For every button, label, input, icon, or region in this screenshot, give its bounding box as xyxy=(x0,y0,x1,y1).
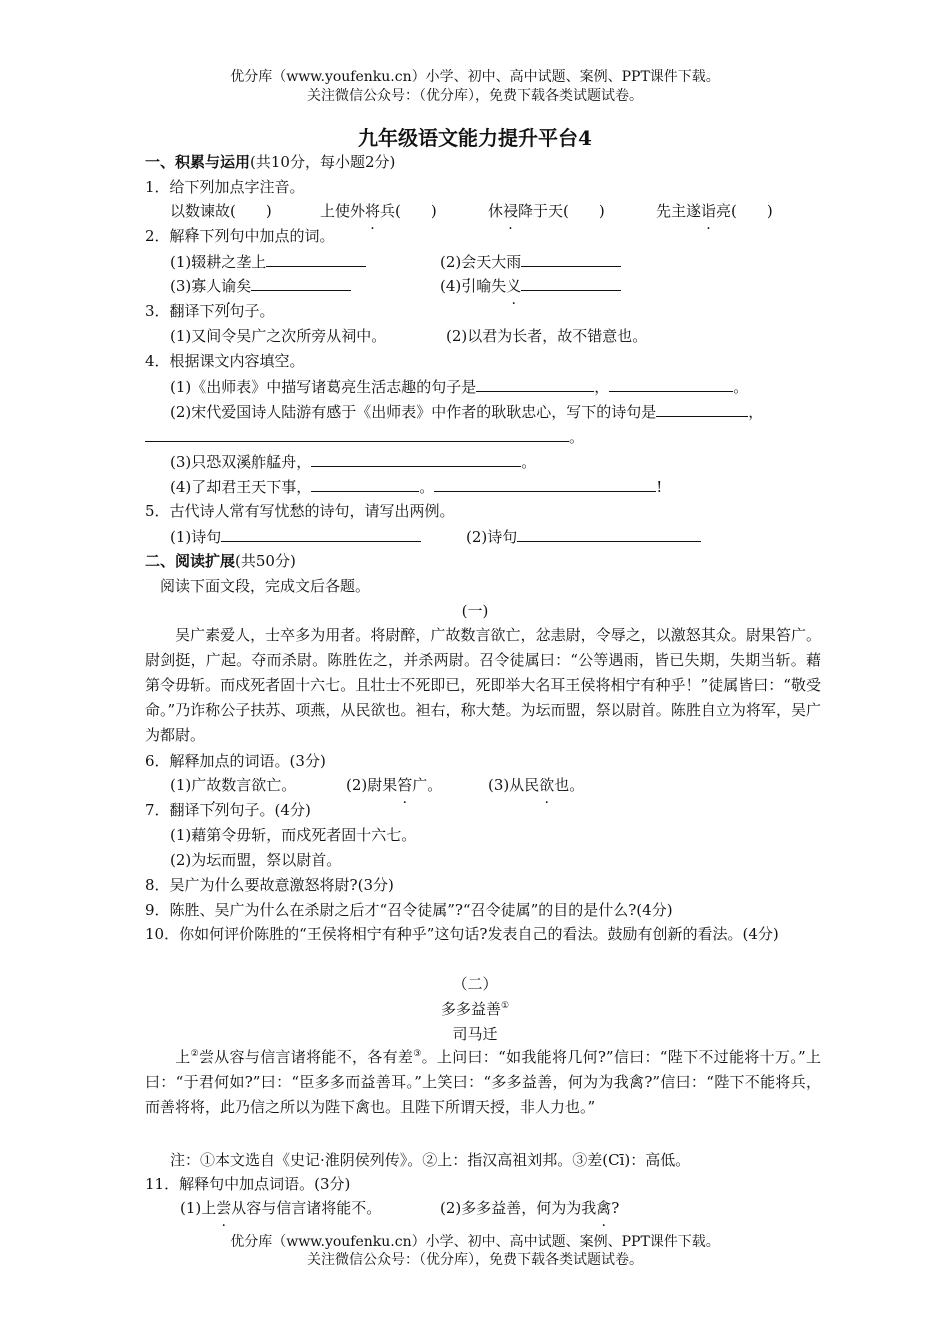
q4-line-1: (1)《出师表》中描写诸葛亮生活志趣的句子是 ， 。 xyxy=(170,378,749,396)
footnote-marker-3: ③ xyxy=(413,1049,422,1059)
q7-item-1: (1)藉第令毋斩，而戍死者固十六七。 xyxy=(170,826,417,844)
q2-item-3: (3)寡人谕矣 xyxy=(170,275,351,296)
q4-line-2: (2)宋代爱国诗人陆游有感于《出师表》中作者的耿耿忠心，写下的诗句是 ， xyxy=(170,403,764,421)
q3-prompt: 3．翻译下列句子。 xyxy=(145,302,275,320)
q4-line-3-text: (3)只恐双溪舴艋舟， xyxy=(170,453,312,471)
section1-title: 一、积累与运用 xyxy=(145,153,251,171)
q5-item-2-text: (2)诗句 xyxy=(466,528,518,546)
q11-item-2: (2)多多益善，何为为我禽? xyxy=(440,1199,620,1217)
section1-score: (共10分，每小题2分) xyxy=(250,153,396,171)
passage2-author: 司马迁 xyxy=(452,1025,498,1043)
q2-item-2: (2)会天大雨 xyxy=(440,251,621,272)
passage2-body-b: 尝从容与信言诸将能不，各有差 xyxy=(198,1048,414,1066)
q6-item-3: (3)从民欲也。 xyxy=(488,776,585,794)
q1-item-4: 先主遂诣亮( ) xyxy=(656,202,773,220)
q5-item-1-text: (1)诗句 xyxy=(170,528,222,546)
passage2-title-text: 多多益善 xyxy=(440,1000,501,1018)
q11-item-1: (1)上尝从容与信言诸将能不。 xyxy=(180,1199,382,1217)
q1-item-1: 以数谏故( ) xyxy=(170,202,272,220)
section2-heading xyxy=(145,551,296,571)
q6-prompt: 6．解释加点的词语。(3分) xyxy=(145,752,326,770)
q2-item-4: (4)引喻失义 xyxy=(440,275,621,296)
q4-line-4-text: (4)了却君王天下事， xyxy=(170,478,312,496)
q4-prompt: 4．根据课文内容填空。 xyxy=(145,352,305,370)
passage1-body: 吴广素爱人，士卒多为用者。将尉醉，广故数言欲亡，忿恚尉，令辱之，以激怒其众。尉果笞广。尉剑挺，广起。夺而杀尉。陈胜佐之，并杀两尉。召令徒属曰：“公等遇雨，皆已失期，失期当斩。藉第令毋斩。而戍死者固十六七。且壮士不死即已，死即举大名耳王侯将相宁有种乎！”徒属皆曰：“敬受命。”乃诈称公子扶苏、项燕，从民欲也。袒右，称大楚。为坛而盟，祭以尉首。陈胜自立为将军，吴广为都尉。 xyxy=(145,626,821,744)
header-line-1: 优分库（www.youfenku.cn）小学、初中、高中试题、案例、PPT课件下载。 xyxy=(230,69,720,85)
section1-heading xyxy=(145,152,395,172)
q7-prompt: 7．翻译下列句子。(4分) xyxy=(145,801,311,819)
footnote-marker-2: ② xyxy=(190,1049,199,1059)
passage2-body-c: 。上问曰：“如我能将几何?”信曰：“陛下不过能将十万。”上曰：“于君何如?”曰：“臣多多而益善耳。”上笑曰：“多多益善，何为为我禽?”信曰：“陛下不能将兵，而善将将，此乃信之所以为陛下禽也。且陛下所谓天授，非人力也。” xyxy=(145,1048,821,1116)
q3-item-1: (1)又间令吴广之次所旁从祠中。 xyxy=(170,327,387,345)
q5-item-2 xyxy=(466,526,701,547)
q4-line-3: (3)只恐双溪舴艋舟， 。 xyxy=(170,453,537,471)
q4-line-2-cont: 。 xyxy=(145,426,584,447)
q4-line-2-text: (2)宋代爱国诗人陆游有感于《出师表》中作者的耿耿忠心，写下的诗句是 xyxy=(170,403,657,421)
section2-title: 二、阅读扩展 xyxy=(145,552,236,570)
q1-item-2: 上使外将兵( ) xyxy=(320,202,437,220)
footer-line-2: 关注微信公众号：（优分库），免费下载各类试题试卷。 xyxy=(307,1252,643,1268)
q5-item-1 xyxy=(170,526,421,547)
header-line-2: 关注微信公众号：（优分库），免费下载各类试题试卷。 xyxy=(307,88,643,104)
q4-line-1-text: (1)《出师表》中描写诸葛亮生活志趣的句子是 xyxy=(170,378,477,396)
passage2-notes: 注：①本文选自《史记·淮阴侯列传》。②上：指汉高祖刘邦。③差(Cī)：高低。 xyxy=(170,1151,691,1169)
q3-item-2: (2)以君为长者，故不错意也。 xyxy=(446,327,648,345)
footer-line-1: 优分库（www.youfenku.cn）小学、初中、高中试题、案例、PPT课件下载。 xyxy=(230,1234,720,1250)
q1-item-3: 休祲降于天( ) xyxy=(488,202,605,220)
passage2-body-a: 上 xyxy=(175,1048,191,1066)
passage2-title xyxy=(0,999,950,1019)
q8-prompt: 8．吴广为什么要故意激怒将尉?(3分) xyxy=(145,876,394,894)
passage1-text xyxy=(145,623,821,748)
q7-item-2: (2)为坛而盟，祭以尉首。 xyxy=(170,851,342,869)
q2-prompt: 2．解释下列句中加点的词。 xyxy=(145,227,335,245)
footnote-marker-1: ① xyxy=(500,1001,510,1011)
q2-item-1: (1)辍耕之垄上 xyxy=(170,251,366,272)
page-title: 九年级语文能力提升平台4 xyxy=(358,126,592,150)
q6-item-2: (2)尉果笞广。 xyxy=(346,776,443,794)
q6-item-1: (1)广故数言欲亡。 xyxy=(170,776,297,794)
section2-score: (共50分) xyxy=(235,552,296,570)
q4-line-4: (4)了却君王天下事， 。 ! xyxy=(170,478,663,496)
passage2-label: （二） xyxy=(452,975,498,993)
passage1-label: (一) xyxy=(461,602,489,620)
q9-prompt: 9．陈胜、吴广为什么在杀尉之后才“召令徒属”?“召令徒属”的目的是什么?(4分) xyxy=(145,901,673,919)
q10-prompt: 10．你如何评价陈胜的“王侯将相宁有种乎”这句话?发表自己的看法。鼓励有创新的看法。(4分) xyxy=(145,925,779,943)
q11-prompt: 11．解释句中加点词语。(3分) xyxy=(145,1175,351,1193)
q5-prompt: 5．古代诗人常有写忧愁的诗句，请写出两例。 xyxy=(145,502,455,520)
q1-prompt: 1．给下列加点字注音。 xyxy=(145,178,305,196)
passage2-text xyxy=(145,1045,821,1120)
reading-instruction: 阅读下面文段，完成文后各题。 xyxy=(160,577,371,595)
